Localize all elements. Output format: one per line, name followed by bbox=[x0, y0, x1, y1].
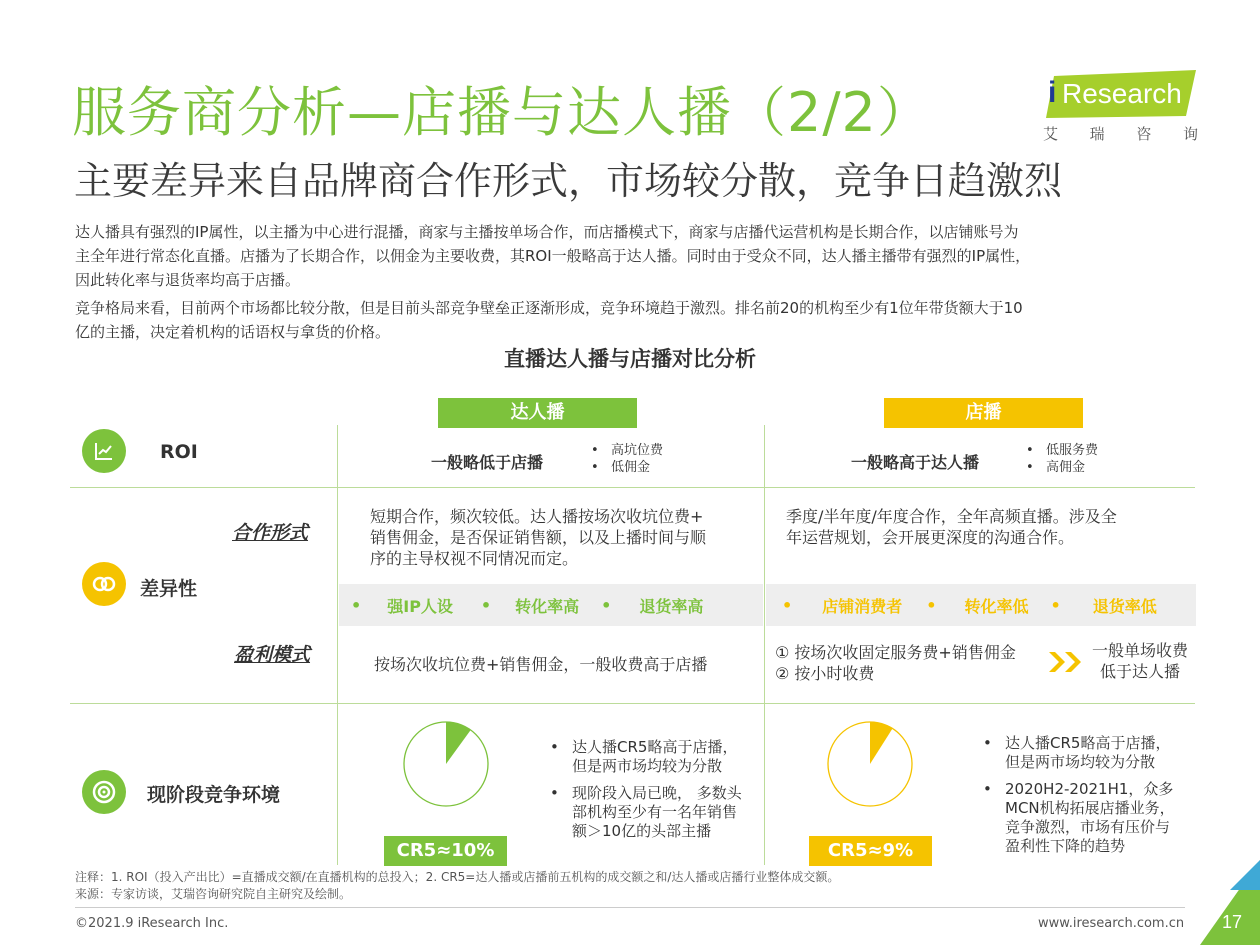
link-rings-icon bbox=[82, 562, 126, 606]
competition-store-list bbox=[981, 734, 1175, 864]
roi-talent-bullets bbox=[591, 442, 663, 476]
logo-text: Research bbox=[1062, 78, 1182, 109]
target-icon bbox=[82, 770, 126, 814]
bullet-dot: • bbox=[601, 595, 612, 615]
logo-char: 咨 bbox=[1136, 125, 1152, 143]
bullet-dot: • bbox=[782, 595, 793, 615]
list-item bbox=[981, 780, 1175, 856]
coop-talent-text bbox=[370, 506, 706, 569]
text-line: MCN机构拓展店播业务， bbox=[1005, 799, 1175, 817]
intro-line: 主全年进行常态化直播。店播为了长期合作，以佣金为主要收费，其ROI一般略高于达人播。同时由于受众不同，达人播主播带有强烈的IP属性， bbox=[75, 247, 1031, 265]
bullet-item: • 低佣金 bbox=[591, 459, 663, 476]
competition-talent-list bbox=[548, 738, 742, 849]
footer-divider bbox=[75, 907, 1185, 908]
logo-char: 瑞 bbox=[1089, 125, 1105, 143]
bullet-dot: • bbox=[926, 595, 937, 615]
trend-chart-icon bbox=[82, 429, 126, 473]
talent-traits-band bbox=[339, 584, 763, 626]
copyright: ©2021.9 iResearch Inc. bbox=[75, 916, 229, 931]
list-item bbox=[981, 734, 1175, 772]
bullet-dot: • bbox=[1050, 595, 1061, 615]
footnote: 注释：1. ROI（投入产出比）=直播成交额/在直播机构的总投入；2. CR5=达人播或店播前五机构的成交额之和/达人播或店播行业整体成交额。 bbox=[75, 870, 840, 884]
text-line: 年运营规划，会开展更深度的沟通合作。 bbox=[786, 528, 1075, 547]
cr5-talent-slice bbox=[446, 722, 471, 764]
cr5-talent-pie bbox=[396, 712, 496, 812]
intro-line: 达人播具有强烈的IP属性，以主播为中心进行混播，商家与主播按单场合作，而店播模式下，商家与店播代运营机构是长期合作，以店铺账号为 bbox=[75, 223, 1019, 241]
logo-i: i bbox=[1048, 76, 1057, 109]
website-url: www.iresearch.com.cn bbox=[1038, 916, 1185, 931]
row-label-roi: ROI bbox=[160, 441, 198, 463]
list-item bbox=[548, 784, 742, 841]
row-divider bbox=[70, 703, 1195, 704]
profit-store-options bbox=[775, 642, 1016, 684]
column-header-store: 店播 bbox=[884, 398, 1083, 428]
intro-paragraph-2 bbox=[75, 296, 1195, 344]
cr5-store-pie bbox=[820, 712, 920, 812]
cr5-store-slice bbox=[870, 722, 893, 764]
table-title: 直播达人播与店播对比分析 bbox=[504, 347, 756, 371]
roi-store-bullets bbox=[1026, 442, 1098, 476]
source-note: 来源：专家访谈，艾瑞咨询研究院自主研究及绘制。 bbox=[75, 887, 352, 901]
text-line: • 达人播CR5略高于店播， bbox=[572, 738, 738, 756]
double-chevron-right-icon bbox=[1047, 649, 1085, 675]
text-line: • 2020H2-2021H1，众多 bbox=[1005, 780, 1174, 798]
coop-store-text bbox=[786, 506, 1117, 548]
sub-label-profit: 盈利模式 bbox=[234, 644, 311, 666]
sub-label-cooperation: 合作形式 bbox=[232, 522, 309, 544]
row-label-competition: 现阶段竞争环境 bbox=[147, 784, 281, 806]
column-header-talent: 达人播 bbox=[438, 398, 637, 428]
cr5-store-label: CR5≈9% bbox=[809, 836, 932, 866]
bullet-item: • 低服务费 bbox=[1026, 442, 1098, 459]
store-traits-band bbox=[766, 584, 1196, 626]
text-line: 季度/半年度/年度合作，全年高频直播。涉及全 bbox=[786, 507, 1117, 526]
trait-item: 强IP人设 bbox=[387, 596, 453, 616]
logo-char: 询 bbox=[1182, 125, 1198, 143]
logo-char: 艾 bbox=[1043, 125, 1059, 143]
text-line: 盈利性下降的趋势 bbox=[1005, 837, 1126, 855]
trait-item: 退货率低 bbox=[1092, 596, 1157, 616]
trait-item: 转化率低 bbox=[964, 596, 1029, 616]
profit-store-result bbox=[1085, 640, 1195, 682]
bullet-item: • 高坑位费 bbox=[591, 442, 663, 459]
cr5-talent-label: CR5≈10% bbox=[384, 836, 507, 866]
text-line: 序的主导权视不同情况而定。 bbox=[370, 549, 579, 568]
intro-line: 亿的主播，决定着机构的话语权与拿货的价格。 bbox=[75, 323, 391, 341]
intro-line: 因此转化率与退货率均高于店播。 bbox=[75, 271, 301, 289]
text-line: 短期合作，频次较低。达人播按场次收坑位费+ bbox=[370, 507, 704, 526]
text-line: ② 按小时收费 bbox=[775, 664, 875, 683]
iresearch-logo bbox=[1040, 70, 1200, 120]
column-divider bbox=[764, 425, 765, 865]
list-item bbox=[548, 738, 742, 776]
logo-chinese bbox=[1043, 123, 1198, 144]
roi-store-main: 一般略高于达人播 bbox=[851, 453, 980, 472]
text-line: 低于达人播 bbox=[1099, 662, 1180, 681]
text-line: 销售佣金，是否保证销售额，以及上播时间与顺 bbox=[370, 528, 707, 547]
row-divider bbox=[70, 487, 1195, 488]
page-subtitle: 主要差异来自品牌商合作形式，市场较分散，竞争日趋激烈 bbox=[74, 159, 1063, 203]
page-number: 17 bbox=[1222, 912, 1243, 932]
bullet-dot: • bbox=[480, 595, 492, 615]
text-line: 但是两市场均较为分散 bbox=[572, 757, 723, 775]
page-title: 服务商分析—店播与达人播（2/2） bbox=[72, 81, 932, 144]
text-line: 部机构至少有一名年销售 bbox=[572, 803, 738, 821]
trait-item: 退货率高 bbox=[639, 596, 704, 616]
text-line: • 达人播CR5略高于店播， bbox=[1005, 734, 1171, 752]
text-line: ① 按场次收固定服务费+销售佣金 bbox=[775, 643, 1016, 662]
profit-talent-text: 按场次收坑位费+销售佣金，一般收费高于店播 bbox=[374, 655, 708, 674]
text-line: 额＞10亿的头部主播 bbox=[572, 822, 712, 840]
trait-item: 转化率高 bbox=[515, 596, 580, 616]
text-line: 竞争激烈，市场有压价与 bbox=[1005, 818, 1171, 836]
text-line: • 现阶段入局已晚， 多数头 bbox=[572, 784, 742, 802]
roi-talent-main: 一般略低于店播 bbox=[431, 453, 544, 472]
trait-item: 店铺消费者 bbox=[822, 596, 903, 616]
text-line: 但是两市场均较为分散 bbox=[1005, 753, 1156, 771]
text-line: 一般单场收费 bbox=[1091, 641, 1188, 660]
intro-paragraph-1 bbox=[75, 220, 1195, 292]
column-divider bbox=[337, 425, 338, 865]
bullet-dot: • bbox=[351, 595, 362, 615]
intro-line: 竞争格局来看，目前两个市场都比较分散，但是目前头部竞争壁垒正逐渐形成，竞争环境趋于激烈。排名前20的机构至少有1位年带货额大于10 bbox=[75, 299, 1023, 317]
bullet-item: • 高佣金 bbox=[1026, 459, 1098, 476]
row-label-difference: 差异性 bbox=[140, 578, 198, 600]
